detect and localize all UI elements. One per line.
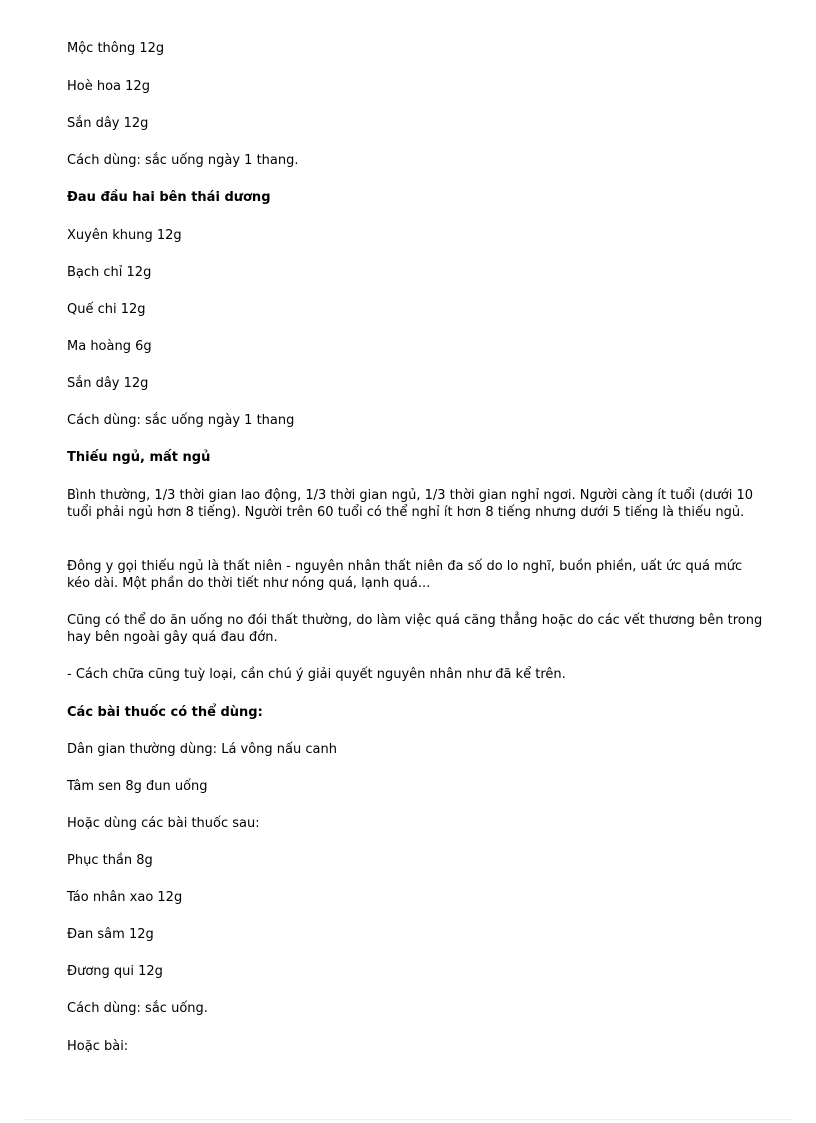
- text-line: Xuyên khung 12g: [67, 228, 182, 243]
- text-line: Tâm sen 8g đun uống: [67, 779, 208, 794]
- text-line: Sắn dây 12g: [67, 376, 149, 391]
- section-heading: Thiếu ngủ, mất ngủ: [67, 450, 211, 465]
- text-line: Dân gian thường dùng: Lá vông nấu canh: [67, 742, 337, 757]
- text-line: Phục thần 8g: [67, 853, 153, 868]
- text-line: Bạch chỉ 12g: [67, 265, 152, 280]
- footer-divider: [24, 1119, 792, 1120]
- paragraph: Bình thường, 1/3 thời gian lao động, 1/3 thời gian ngủ, 1/3 thời gian nghỉ ngơi. Người càng ít tuổi (dưới 10 tuổi phải ngủ hơn 8 tiếng). Người trên 60 tuổi có thể nghỉ ít hơn 8 tiếng nhưng dưới 5 tiếng là thiếu ngủ.: [67, 488, 754, 520]
- text-line: Cách dùng: sắc uống ngày 1 thang.: [67, 153, 299, 168]
- text-line: Ma hoàng 6g: [67, 339, 152, 354]
- text-line: Táo nhân xao 12g: [67, 890, 183, 905]
- text-line: Hoặc dùng các bài thuốc sau:: [67, 816, 260, 831]
- paragraph: Đông y gọi thiếu ngủ là thất niên - nguyên nhân thất niên đa số do lo nghĩ, buồn phiền, uất ức quá mức kéo dài. Một phần do thời tiết như nóng quá, lạnh quá...: [67, 559, 743, 591]
- text-line: Hoặc bài:: [67, 1039, 129, 1054]
- text-line: Cách dùng: sắc uống.: [67, 1001, 208, 1016]
- text-line: Hoè hoa 12g: [67, 79, 150, 94]
- text-line: Đan sâm 12g: [67, 927, 154, 942]
- paragraph: Cũng có thể do ăn uống no đói thất thường, do làm việc quá căng thẳng hoặc do các vết thương bên trong hay bên ngoài gây quá đau đớn.: [67, 613, 763, 645]
- text-line: Mộc thông 12g: [67, 41, 165, 56]
- paragraph: - Cách chữa cũng tuỳ loại, cần chú ý giải quyết nguyên nhân như đã kể trên.: [67, 667, 566, 682]
- text-line: Sắn dây 12g: [67, 116, 149, 131]
- text-line: Quế chi 12g: [67, 302, 146, 317]
- section-heading: Đau đầu hai bên thái dương: [67, 190, 271, 205]
- text-line: Đương qui 12g: [67, 964, 163, 979]
- section-heading: Các bài thuốc có thể dùng:: [67, 705, 263, 720]
- text-line: Cách dùng: sắc uống ngày 1 thang: [67, 413, 295, 428]
